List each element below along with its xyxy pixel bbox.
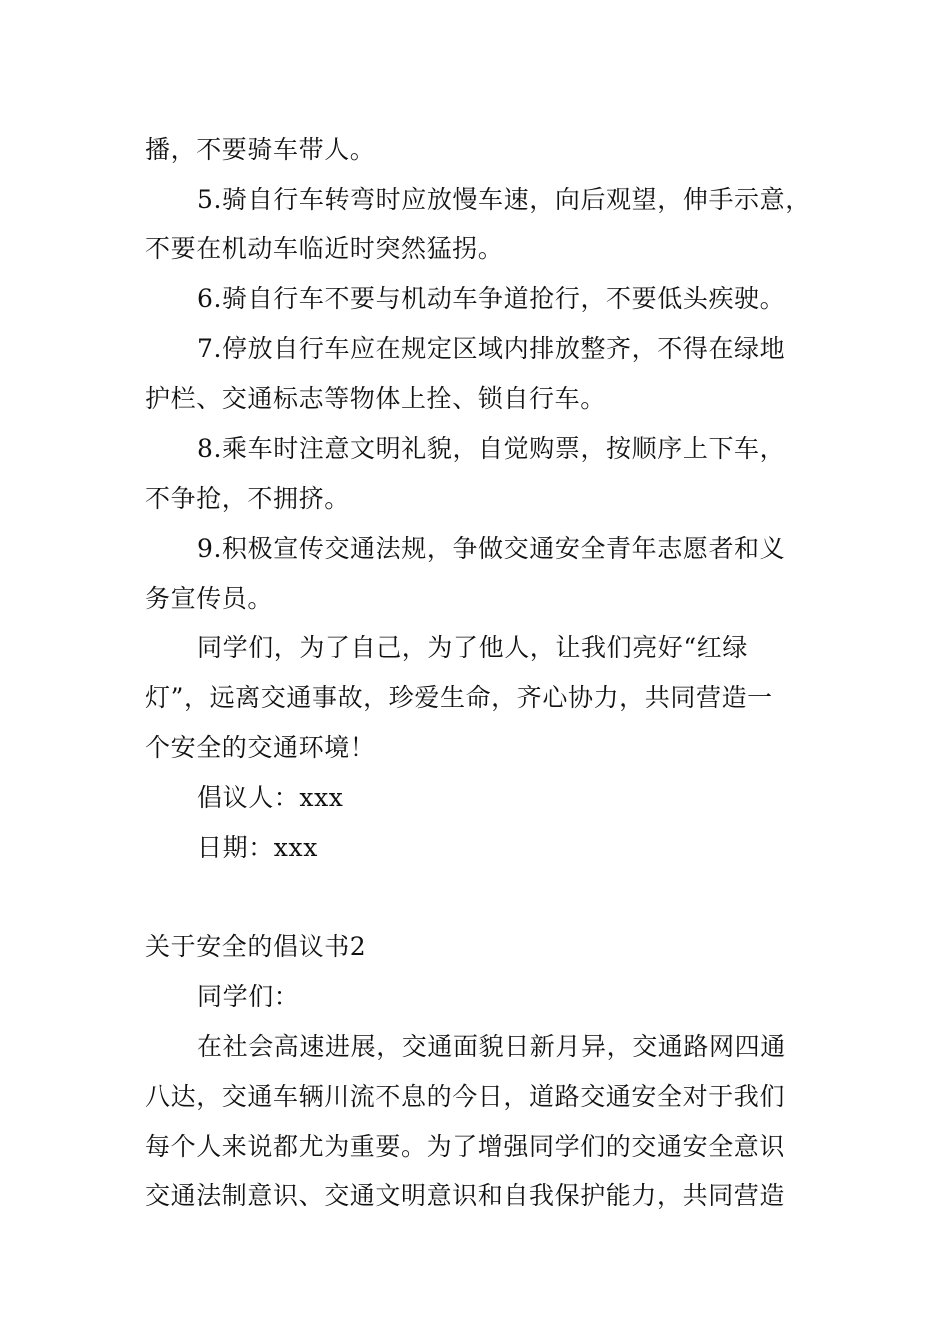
signature-date: 日期：xxx [197,833,318,862]
text-line: 播，不要骑车带人。 [145,135,376,164]
salutation: 同学们： [197,982,300,1011]
text-line: 同学们，为了自己，为了他人，让我们亮好“红绿 [197,633,748,662]
text-line: 灯”，远离交通事故，珍爱生命，齐心协力，共同营造一 [145,683,773,712]
text-line: 9.积极宣传交通法规，争做交通安全青年志愿者和义 [197,534,786,563]
text-line: 个安全的交通环境！ [145,733,376,762]
text-line: 8.乘车时注意文明礼貌，自觉购票，按顺序上下车， [197,434,786,463]
text-line: 不争抢，不拥挤。 [145,484,350,513]
text-line: 7.停放自行车应在规定区域内排放整齐，不得在绿地 [197,334,786,363]
text-line: 交通法制意识、交通文明意识和自我保护能力，共同营造 [145,1181,786,1210]
text-line: 八达，交通车辆川流不息的今日，道路交通安全对于我们 [145,1082,786,1111]
text-line: 不要在机动车临近时突然猛拐。 [145,234,504,263]
text-line: 5.骑自行车转弯时应放慢车速，向后观望，伸手示意， [197,185,811,214]
text-line: 护栏、交通标志等物体上拴、锁自行车。 [145,384,606,413]
text-line: 6.骑自行车不要与机动车争道抢行，不要低头疾驶。 [197,284,786,313]
section-heading: 关于安全的倡议书2 [145,932,367,961]
text-line: 在社会高速进展，交通面貌日新月异，交通路网四通 [197,1032,786,1061]
signature-initiator: 倡议人：xxx [197,783,344,812]
text-line: 每个人来说都尤为重要。为了增强同学们的交通安全意识 [145,1132,786,1161]
text-line: 务宣传员。 [145,584,274,613]
